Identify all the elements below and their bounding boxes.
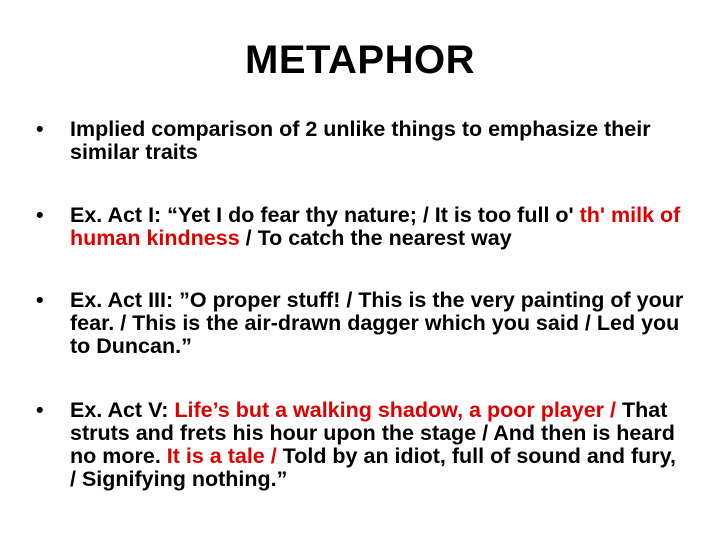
- bullet-dot-icon: •: [36, 398, 44, 422]
- bullet-text: That struts and frets his hour upon the stage / And then is heard no more.: [70, 398, 675, 468]
- bullet-dot-icon: •: [36, 288, 44, 312]
- slide-title: METAPHOR: [245, 38, 475, 82]
- highlighted-metaphor: Life’s but a walking shadow, a poor player /: [174, 398, 616, 422]
- bullet-text: Ex. Act III: ”O proper stuff! / This is the very painting of your fear. / This is the air-drawn dagger which you said / Led you to Duncan.”: [70, 288, 684, 358]
- bullet-list: [36, 118, 686, 491]
- bullet-text: Ex. Act V:: [70, 398, 175, 422]
- bullet-item-act-3: [36, 289, 686, 358]
- bullet-item-act-1: [36, 204, 686, 250]
- bullet-text: Told by an idiot, full of sound and fury, / Signifying nothing.”: [70, 444, 677, 491]
- bullet-text: Implied comparison of 2 unlike things to emphasize their similar traits: [70, 117, 651, 164]
- bullet-dot-icon: •: [36, 203, 44, 227]
- bullet-dot-icon: •: [36, 117, 44, 141]
- bullet-item-act-5: [36, 399, 686, 491]
- bullet-text: Ex. Act I: “Yet I do fear thy nature; / It is too full o': [70, 203, 580, 227]
- bullet-item-definition: [36, 118, 686, 164]
- bullet-text: / To catch the nearest way: [239, 226, 512, 250]
- highlighted-metaphor: It is a tale /: [166, 444, 277, 468]
- highlighted-metaphor: th' milk of human kindness: [70, 203, 681, 250]
